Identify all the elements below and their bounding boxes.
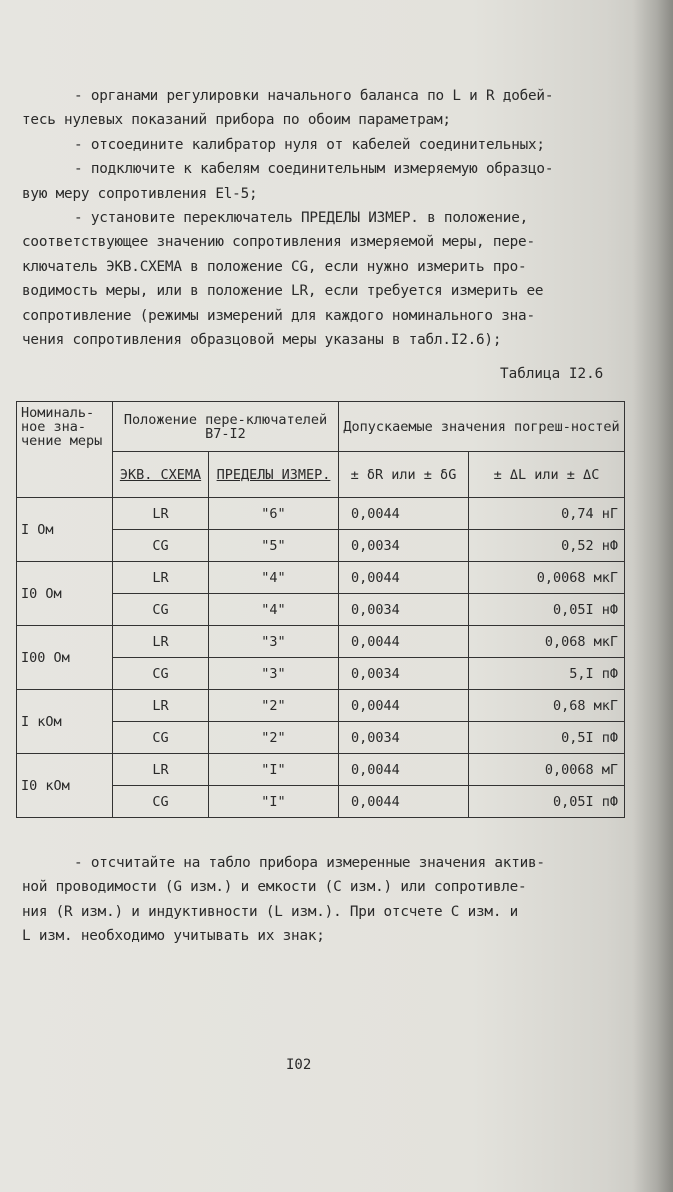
nominal-cell: I0 Ом (17, 562, 113, 626)
nominal-cell: I0 кОм (17, 754, 113, 818)
instructions-paragraph-bottom (22, 851, 637, 949)
limit-cell: "5" (209, 530, 339, 562)
header-absolute-error: ± ΔL или ± ΔC (469, 452, 625, 498)
mode-cell: CG (113, 722, 209, 754)
tolerance-table (16, 401, 625, 818)
text-line: сопротивление (режимы измерений для каждого номинального зна- (22, 307, 535, 324)
text-line: тесь нулевых показаний прибора по обоим параметрам; (22, 112, 451, 129)
text-line: - органами регулировки начального баланса по L и R добей- (74, 88, 554, 104)
mode-cell: LR (113, 562, 209, 594)
mode-cell: LR (113, 626, 209, 658)
text-line: - отсчитайте на табло прибора измеренные значения актив- (74, 855, 545, 871)
relative-error-cell: 0,0044 (339, 562, 469, 594)
header-limits-label: ПРЕДЕЛЫ ИЗМЕР. (216, 466, 331, 483)
mode-cell: CG (113, 786, 209, 818)
text-line: соответствующее значению сопротивления измеряемой меры, пере- (22, 234, 535, 251)
mode-cell: LR (113, 690, 209, 722)
absolute-error-cell: 0,68 мкГ (469, 690, 625, 722)
table-row (17, 690, 625, 722)
mode-cell: CG (113, 530, 209, 562)
absolute-error-cell: 0,52 нФ (469, 530, 625, 562)
text-line: ния (R изм.) и индуктивности (L изм.). При отсчете C изм. и (22, 903, 519, 920)
text-line: ной проводимости (G изм.) и емкости (C изм.) или сопротивле- (22, 879, 527, 896)
relative-error-cell: 0,0044 (339, 690, 469, 722)
table-row (17, 626, 625, 658)
table-row (17, 754, 625, 786)
absolute-error-cell: 0,05I нФ (469, 594, 625, 626)
absolute-error-cell: 0,05I пФ (469, 786, 625, 818)
page-number: I02 (286, 1057, 312, 1073)
absolute-error-cell: 0,0068 мГ (469, 754, 625, 786)
page-edge-shadow (633, 0, 673, 1192)
mode-cell: CG (113, 658, 209, 690)
relative-error-cell: 0,0034 (339, 722, 469, 754)
absolute-error-cell: 0,068 мкГ (469, 626, 625, 658)
header-ekv-schema-label: ЭКВ. СХЕМА (119, 466, 202, 483)
absolute-error-cell: 0,5I пФ (469, 722, 625, 754)
text-line: вую меру сопротивления El-5; (22, 185, 258, 202)
relative-error-cell: 0,0044 (339, 498, 469, 530)
text-line: чения сопротивления образцовой меры указаны в табл.I2.6); (22, 331, 502, 348)
header-tolerance-group: Допускаемые значения погреш-ностей (339, 402, 625, 452)
limit-cell: "3" (209, 626, 339, 658)
limit-cell: "2" (209, 722, 339, 754)
limit-cell: "4" (209, 562, 339, 594)
table-caption: Таблица I2.6 (500, 366, 604, 382)
nominal-cell: I кОм (17, 690, 113, 754)
limit-cell: "2" (209, 690, 339, 722)
header-nominal: Номиналь-ное зна-чение меры (17, 402, 113, 498)
text-line: водимость меры, или в положение LR, если требуется измерить ее (22, 283, 544, 300)
instructions-paragraph-top (22, 84, 637, 352)
limit-cell: "I" (209, 754, 339, 786)
text-line: - отсоедините калибратор нуля от кабелей соединительных; (74, 136, 545, 153)
relative-error-cell: 0,0044 (339, 786, 469, 818)
relative-error-cell: 0,0034 (339, 658, 469, 690)
nominal-cell: I Ом (17, 498, 113, 562)
text-line: ключатель ЭКВ.СХЕМА в положение CG, если нужно измерить про- (22, 258, 527, 275)
mode-cell: LR (113, 754, 209, 786)
limit-cell: "3" (209, 658, 339, 690)
nominal-cell: I00 Ом (17, 626, 113, 690)
mode-cell: CG (113, 594, 209, 626)
header-relative-error: ± δR или ± δG (339, 452, 469, 498)
absolute-error-cell: 0,0068 мкГ (469, 562, 625, 594)
relative-error-cell: 0,0034 (339, 530, 469, 562)
absolute-error-cell: 0,74 нГ (469, 498, 625, 530)
table-row (17, 498, 625, 530)
header-ekv-schema (113, 452, 209, 498)
relative-error-cell: 0,0044 (339, 626, 469, 658)
limit-cell: "4" (209, 594, 339, 626)
mode-cell: LR (113, 498, 209, 530)
header-limits (209, 452, 339, 498)
limit-cell: "I" (209, 786, 339, 818)
header-position-group: Положение пере-ключателей В7-I2 (113, 402, 339, 452)
relative-error-cell: 0,0034 (339, 594, 469, 626)
relative-error-cell: 0,0044 (339, 754, 469, 786)
text-line: - подключите к кабелям соединительным измеряемую образцо- (74, 161, 554, 178)
text-line: - установите переключатель ПРЕДЕЛЫ ИЗМЕР. в положение, (74, 209, 529, 226)
text-line: L изм. необходимо учитывать их знак; (22, 928, 325, 945)
absolute-error-cell: 5,I пФ (469, 658, 625, 690)
limit-cell: "6" (209, 498, 339, 530)
table-row (17, 562, 625, 594)
